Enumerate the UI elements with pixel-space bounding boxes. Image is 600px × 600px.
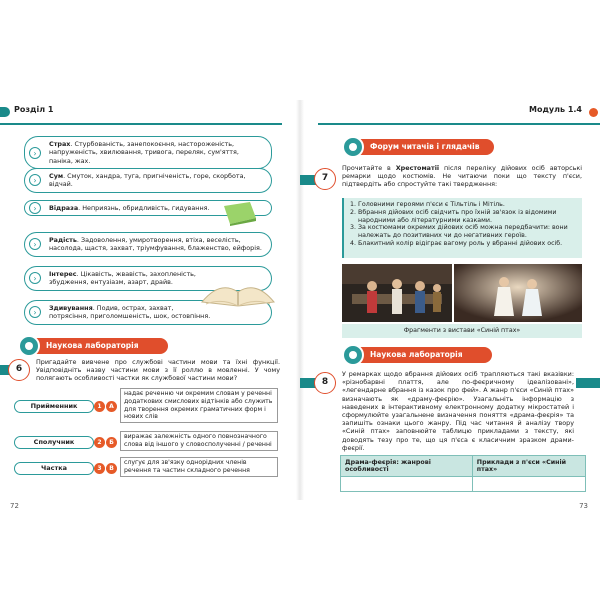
heading-text: Форум читачів і глядачів bbox=[370, 142, 480, 151]
page-number: 72 bbox=[10, 502, 19, 510]
statements-box bbox=[342, 198, 582, 258]
emotion-text: Неприязнь, обридливість, гидування. bbox=[82, 204, 210, 212]
emotion-card-fear: › Страх. Стурбованість, занепокоєння, настороженість, напруженість, хвилювання, тривога, переляк, сум'яття, паніка, жах. bbox=[24, 136, 272, 169]
term-conjunction: Сполучник bbox=[14, 436, 94, 449]
task-6-text: Пригадайте вивчене про службові частини мови та їхні функції. Увідповідніть назву частини мови з її роллю в мовленні. У чому полягають особливості частки як службової частини мови? bbox=[36, 358, 280, 383]
task-number: 8 bbox=[314, 372, 336, 394]
photo-caption: Фрагменти з вистави «Синій птах» bbox=[342, 324, 582, 338]
definition-letter: Б bbox=[106, 437, 117, 448]
term-particle: Частка bbox=[14, 462, 94, 475]
arrow-right-icon: › bbox=[29, 306, 41, 318]
task-7-text bbox=[342, 164, 582, 189]
header-dot-icon bbox=[589, 108, 598, 117]
term-number: 1 bbox=[94, 401, 105, 412]
definition-a: надає реченню чи окремим словам у реченні додаткових смислових відтінків або служить для творення окремих граматичних форм і нових слів bbox=[120, 388, 278, 423]
statement-item: 4. Блакитний колір відіграє вагому роль у вбранні дійових осіб. bbox=[358, 240, 578, 248]
theater-photo-2 bbox=[454, 264, 582, 322]
term-preposition: Прийменник bbox=[14, 400, 94, 413]
statement-item: 3. За костюмами окремих дійових осіб можна передбачити: вони належать до позитивних чи до негативних героїв. bbox=[358, 224, 578, 240]
arrow-right-icon: › bbox=[29, 147, 41, 159]
page-number: 73 bbox=[579, 502, 588, 510]
right-page-header bbox=[318, 107, 600, 125]
emotion-card-sadness: › Сум. Смуток, хандра, туга, пригніченість, горе, скорбота, відчай. bbox=[24, 168, 272, 193]
lab-icon bbox=[342, 344, 364, 366]
emotion-text: Смуток, хандра, туга, пригніченість, горе, скорбота, відчай. bbox=[49, 172, 246, 189]
science-lab-heading bbox=[344, 347, 492, 363]
term-number: 2 bbox=[94, 437, 105, 448]
emotion-text: Стурбованість, занепокоєння, настороженість, напруженість, хвилювання, тривога, переляк, сум'яття, паніка, жах. bbox=[49, 140, 239, 165]
emotion-name: Здивування bbox=[49, 304, 93, 312]
table-row bbox=[341, 477, 586, 492]
emotion-text: Задоволення, умиротворення, втіха, веселість, насолода, щастя, захват, тріумфування, блаженство, ейфорія. bbox=[49, 236, 262, 253]
heading-text: Наукова лабораторія bbox=[370, 350, 463, 359]
emotion-name: Страх bbox=[49, 140, 71, 148]
forum-heading bbox=[344, 139, 494, 155]
task-number: 6 bbox=[8, 359, 30, 381]
emotion-name: Радість bbox=[49, 236, 77, 244]
task-7-text-part: Прочитайте в bbox=[342, 164, 396, 172]
table-cell[interactable] bbox=[472, 477, 585, 492]
table-header: Драма-феєрія: жанрові особливості bbox=[341, 456, 473, 477]
emotion-text: Цікавість, жвавість, захопленість, збудження, ентузіазм, азарт, драйв. bbox=[49, 270, 196, 287]
task-bar bbox=[576, 378, 600, 388]
task-number: 7 bbox=[314, 168, 336, 190]
anthology-term: Хрестоматії bbox=[395, 164, 440, 172]
definition-letter: В bbox=[106, 463, 117, 474]
right-page bbox=[300, 0, 600, 600]
science-lab-heading bbox=[20, 338, 168, 354]
statement-item: 2. Вбрання дійових осіб свідчить про їхній зв'язок із відомими народними або літературними казками. bbox=[358, 209, 578, 225]
definition-letter: А bbox=[106, 401, 117, 412]
emotion-name: Відраза bbox=[49, 204, 79, 212]
heading-text: Наукова лабораторія bbox=[46, 341, 139, 350]
genre-table bbox=[340, 455, 586, 492]
term-number: 3 bbox=[94, 463, 105, 474]
arrow-right-icon: › bbox=[29, 202, 41, 214]
arrow-right-icon: › bbox=[29, 238, 41, 250]
task-8-text: У ремарках щодо вбрання дійових осіб трапляються такі вказівки: «різнобарвні плаття, але по-феєричному ідеалізовані», «легендарне вбрання із казок про фей». А жанр п'єси «Синій птах» визначають як «драму-феєрію». Узагальніть інформацію з наведених в інтерактивному електронному додатку мікростатей і сформулюйте узагальнене визначення поняття «драма-феєрія» та запишіть ознаки цього жанру. Під час читання й аналізу твору «Синій птах» заповнюйте таблицю прикладами з тексту, які доводять тезу про те, що ця п'єса є класичним зразком драми-феєрії. bbox=[342, 370, 574, 452]
statement-item: 1. Головними героями п'єси є Тільтіль і Мітіль. bbox=[358, 201, 578, 209]
open-book-icon bbox=[198, 272, 278, 312]
table-cell[interactable] bbox=[341, 477, 473, 492]
emotion-name: Інтерес bbox=[49, 270, 77, 278]
emotion-text: Подив, острах, захват, потрясіння, приголомшеність, шок, остовпіння. bbox=[49, 304, 211, 321]
task-7-text-part: після переліку дійових осіб авторські ремарки щодо костюмів. Не читаючи поки що тексту п'єси, підтвердіть або спростуйте такі твердження: bbox=[342, 164, 582, 189]
theater-photo-1 bbox=[342, 264, 452, 322]
section-label: Модуль 1.4 bbox=[528, 105, 582, 114]
arrow-right-icon: › bbox=[29, 272, 41, 284]
emotion-card-surprise: › Здивування. Подив, острах, захват, потрясіння, приголомшеність, шок, остовпіння. bbox=[24, 300, 272, 325]
left-page-header bbox=[0, 107, 282, 125]
forum-icon bbox=[342, 136, 364, 158]
emotion-name: Сум bbox=[49, 172, 64, 180]
emotion-card-interest: › Інтерес. Цікавість, жвавість, захопленість, збудження, ентузіазм, азарт, драйв. bbox=[24, 266, 272, 291]
emotion-card-disgust: › Відраза. Неприязнь, обридливість, гидування. bbox=[24, 200, 272, 216]
section-label: Розділ 1 bbox=[14, 105, 54, 114]
table-header: Приклади з п'єси «Синій птах» bbox=[472, 456, 585, 477]
arrow-right-icon: › bbox=[29, 174, 41, 186]
header-flag-icon bbox=[0, 107, 10, 117]
lab-icon bbox=[18, 335, 40, 357]
emotion-card-joy: › Радість. Задоволення, умиротворення, втіха, веселість, насолода, щастя, захват, тріумфування, блаженство, ейфорія. bbox=[24, 232, 272, 257]
definition-c: слугує для зв'язку однорідних членів речення та частин складного речення bbox=[120, 457, 278, 477]
green-book-icon bbox=[220, 200, 260, 226]
definition-b: виражає залежність одного повнозначного слова від іншого у словосполученні / реченні bbox=[120, 431, 278, 451]
